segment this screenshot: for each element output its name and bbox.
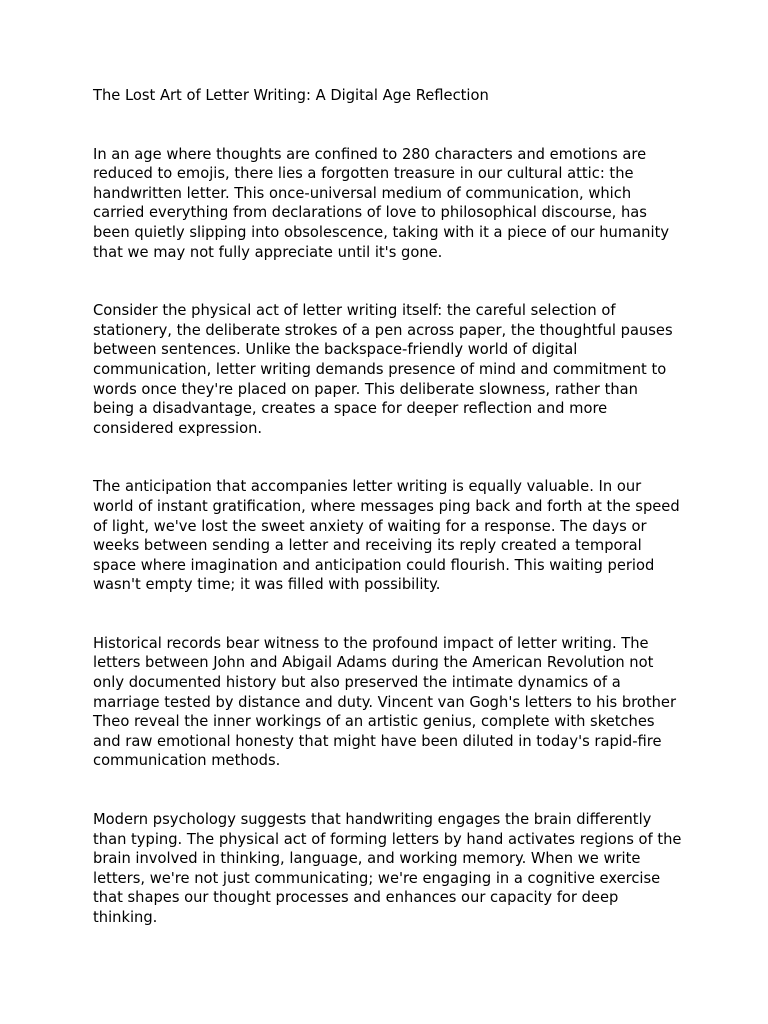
paragraph-5: Modern psychology suggests that handwriting engages the brain differently than typing. The physical act of forming letters by hand activates regions of the brain involved in thinking, language, and working memory. When we write letters, we're not just communicating; we're engaging in a cognitive exercise that shapes our thought processes and enhances our capacity for deep thinking. xyxy=(93,811,682,926)
paragraph-2: Consider the physical act of letter writing itself: the careful selection of stationery, the deliberate strokes of a pen across paper, the thoughtful pauses between sentences. Unlike the backspace-friendly world of digital communication, letter writing demands presence of mind and commitment to words once they're placed on paper. This deliberate slowness, rather than being a disadvantage, creates a space for deeper reflection and more considered expression. xyxy=(93,302,673,437)
paragraph-4: Historical records bear witness to the profound impact of letter writing. The letters between John and Abigail Adams during the American Revolution not only documented history but also preserved the intimate dynamics of a marriage tested by distance and duty. Vincent van Gogh's letters to his brother Theo reveal the inner workings of an artistic genius, complete with sketches and raw emotional honesty that might have been diluted in today's rapid-fire communication methods. xyxy=(93,634,676,770)
document-title: The Lost Art of Letter Writing: A Digital Age Reflection xyxy=(93,87,489,104)
paragraph-3: The anticipation that accompanies letter writing is equally valuable. In our world of instant gratification, where messages ping back and forth at the speed of light, we've lost the sweet anxiety of waiting for a response. The days or weeks between sending a letter and receiving its reply created a temporal space where imagination and anticipation could flourish. This waiting period wasn't empty time; it was filled with possibility. xyxy=(93,478,680,594)
document-body xyxy=(93,86,683,967)
paragraph-1: In an age where thoughts are confined to 280 characters and emotions are reduced to emojis, there lies a forgotten treasure in our cultural attic: the handwritten letter. This once-universal medium of communication, which carried everything from declarations of love to philosophical discourse, has been quietly slipping into obsolescence, taking with it a piece of our humanity that we may not fully appreciate until it's gone. xyxy=(93,145,670,261)
